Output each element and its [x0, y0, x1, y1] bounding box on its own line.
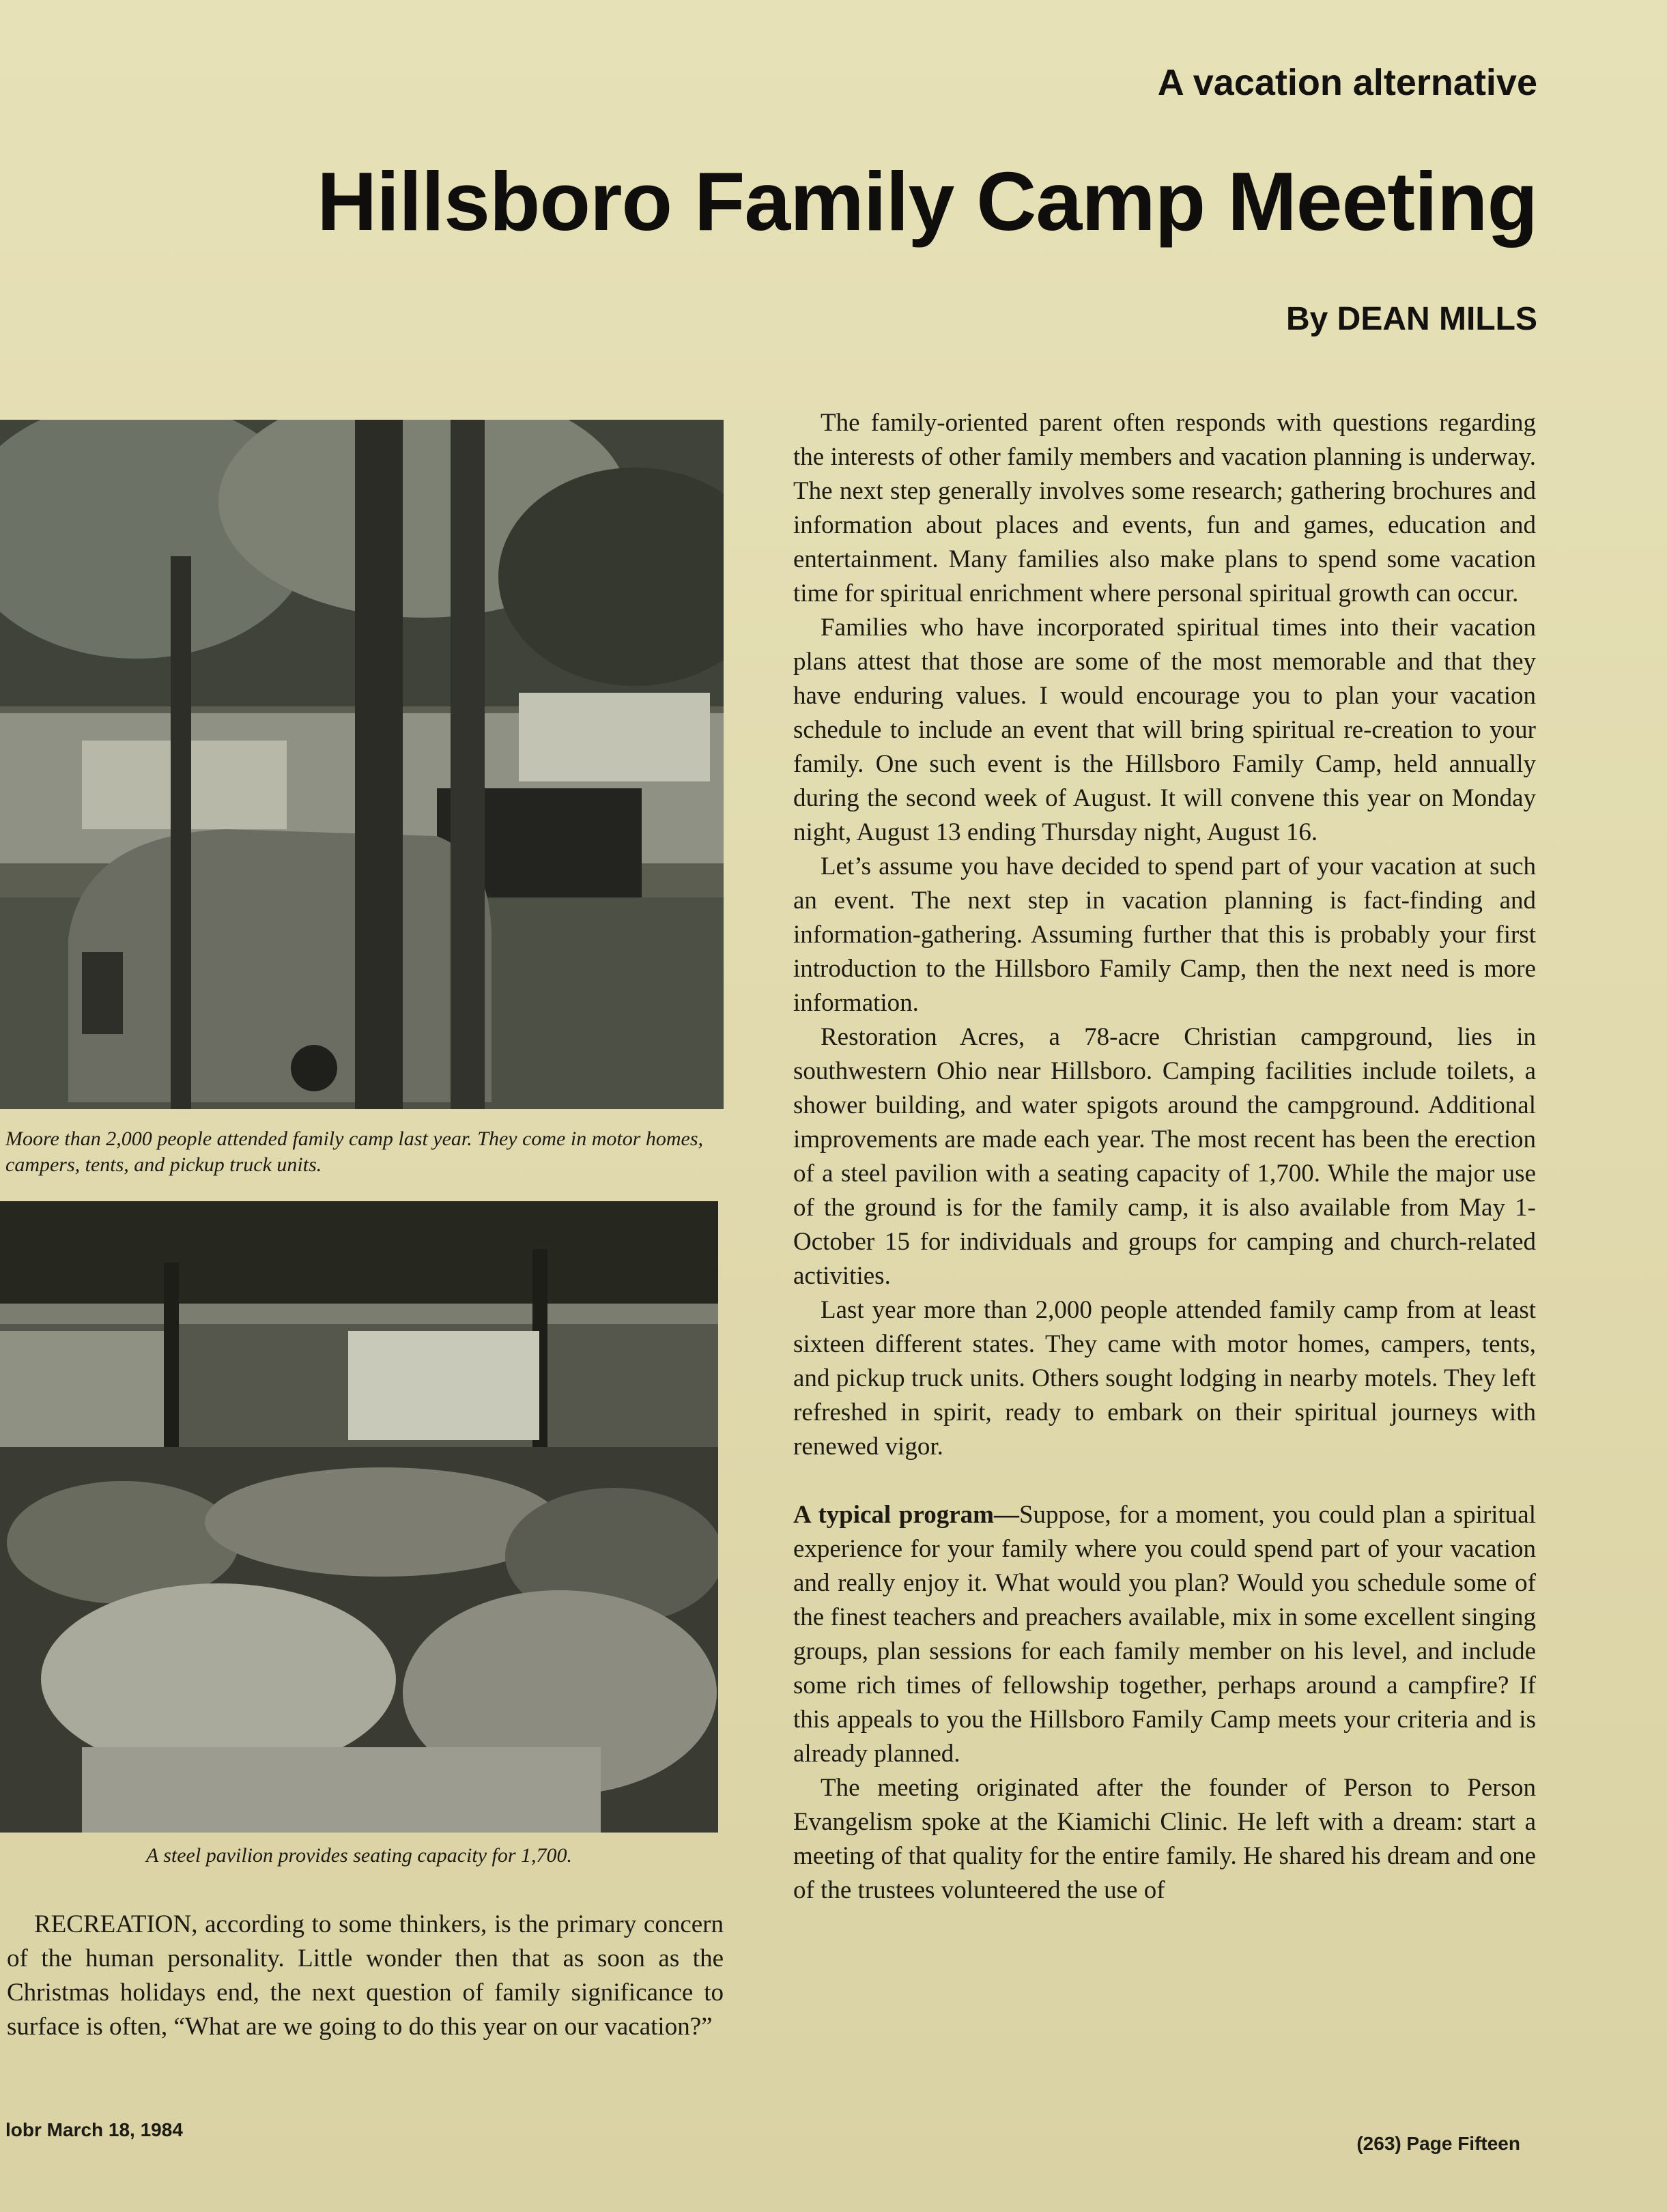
issue-date: lobr March 18, 1984: [5, 2119, 183, 2140]
section-spacer: [793, 1464, 1536, 1498]
body-paragraph: The meeting originated after the founder of Person to Person Evangelism spoke at the Kiamichi Clinic. He left with a dream: start a meeting of that quality for the entire family. He shared his dream and one of the trustees volunteered the use of: [793, 1774, 1536, 1904]
subhead-paragraph: [793, 1498, 1536, 1771]
body-paragraph: Last year more than 2,000 people attended family camp from at least sixteen different states. They came with motor homes, campers, tents, and pickup truck units. Others sought lodging in nearby motels. They left refreshed in spirit, ready to embark on their spiritual journeys with renewed vigor.: [793, 1296, 1536, 1461]
body-paragraph: Let’s assume you have decided to spend part of your vacation at such an event. The next step in vacation planning is fact-finding and information-gathering. Assuming further that this is probably your first introduction to the Hillsboro Family Camp, then the next need is more information.: [793, 852, 1536, 1017]
subhead-text: Suppose, for a moment, you could plan a spiritual experience for your family where you could spend part of your vacation and really enjoy it. What would you plan? Would you schedule some of the finest teachers and preachers available, mix in some excellent singing groups, plan sessions for each family member on his level, and include some rich times of fellowship together, perhaps around a campfire? If this appeals to you the Hillsboro Family Camp meets your criteria and is already planned.: [793, 1501, 1536, 1768]
right-column: [793, 406, 1536, 1908]
left-column: [7, 1908, 724, 2044]
body-paragraph: Restoration Acres, a 78-acre Christian campground, lies in southwestern Ohio near Hillsboro. Camping facilities include toilets, a shower building, and water spigots around the campground. Additional improvements are made each year. The most recent has been the erection of a steel pavilion with a seating capacity of 1,700. While the major use of the ground is for the family camp, it is also available from May 1-October 15 for individuals and groups for camping and church-related activities.: [793, 1023, 1536, 1290]
campground-photo: [0, 420, 724, 1109]
pavilion-photo-caption: A steel pavilion provides seating capacity for 1,700.: [145, 1844, 573, 1867]
subhead: A typical program—: [793, 1501, 1019, 1529]
article-byline: By DEAN MILLS: [1285, 301, 1537, 337]
pavilion-photo: [0, 1201, 718, 1833]
body-paragraph: The family-oriented parent often responds with questions regarding the interests of other family members and vacation planning is underway. The next step generally involves some research; gathering brochures and information about places and events, fun and games, education and entertainment. Many families also make plans to spend some vacation time for spiritual enrichment where personal spiritual growth can occur.: [793, 409, 1536, 607]
section-kicker: A vacation alternative: [1157, 62, 1537, 103]
body-paragraph: Families who have incorporated spiritual times into their vacation plans attest that those are some of the most memorable and that they have enduring values. I would encourage you to plan your vacation schedule to include an event that will bring spiritual re-creation to your family. One such event is the Hillsboro Family Camp, held annually during the second week of August. It will convene this year on Monday night, August 13 ending Thursday night, August 16.: [793, 614, 1536, 846]
article-title: Hillsboro Family Camp Meeting: [317, 155, 1537, 248]
body-paragraph: RECREATION, according to some thinkers, is the primary concern of the human personality. Little wonder then that as soon as the Christmas holidays end, the next question of family significance to surface is often, “What are we going to do this year on our vacation?”: [7, 1910, 724, 2041]
page-number: (263) Page Fifteen: [1356, 2133, 1520, 2154]
campground-photo-caption: Moore than 2,000 people attended family camp last year. They come in motor homes, campers, tents, and pickup truck units.: [5, 1127, 704, 1176]
